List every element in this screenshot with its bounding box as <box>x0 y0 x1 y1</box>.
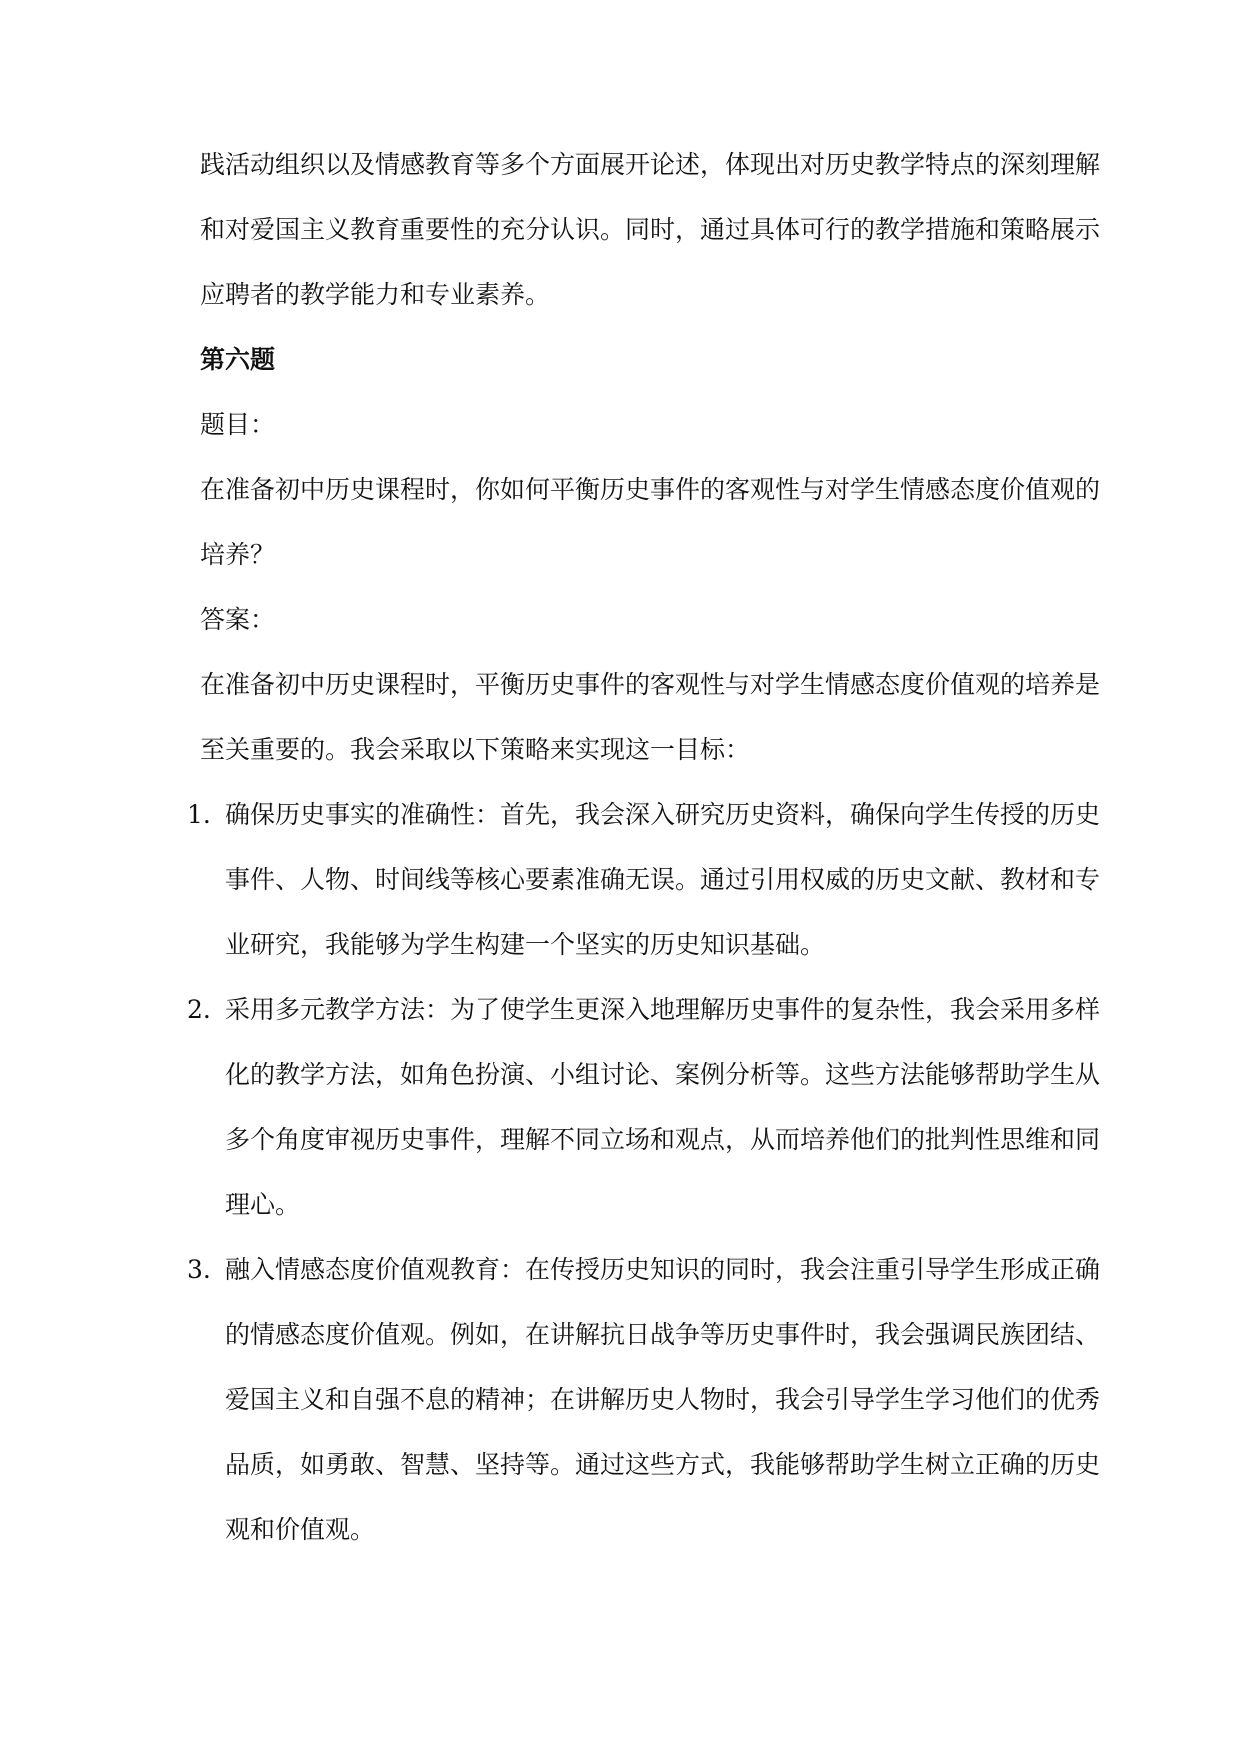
question-line-1: 在准备初中历史课程时，你如何平衡历史事件的客观性与对学生情感态度价值观的 <box>200 475 1101 504</box>
list-item-line: 品质，如勇敢、智慧、坚持等。通过这些方式，我能够帮助学生树立正确的历史 <box>225 1450 1101 1479</box>
list-item-line: 爱国主义和自强不息的精神；在讲解历史人物时，我会引导学生学习他们的优秀 <box>225 1385 1101 1414</box>
intro-line-3: 应聘者的教学能力和专业素养。 <box>200 280 551 309</box>
list-item-line: 融入情感态度价值观教育：在传授历史知识的同时，我会注重引导学生形成正确 <box>225 1255 1101 1284</box>
list-item-number: 3. <box>187 1255 211 1284</box>
answer-intro-line-1: 在准备初中历史课程时，平衡历史事件的客观性与对学生情感态度价值观的培养是 <box>200 670 1101 699</box>
list-item-line: 理心。 <box>225 1190 301 1219</box>
intro-line-2: 和对爱国主义教育重要性的充分认识。同时，通过具体可行的教学措施和策略展示 <box>200 215 1101 244</box>
answer-intro-line-2: 至关重要的。我会采取以下策略来实现这一目标： <box>200 735 751 764</box>
section-heading: 第六题 <box>200 345 276 374</box>
list-item-line: 的情感态度价值观。例如，在讲解抗日战争等历史事件时，我会强调民族团结、 <box>225 1320 1101 1349</box>
question-line-2: 培养？ <box>200 540 276 569</box>
list-item-line: 确保历史事实的准确性：首先，我会深入研究历史资料，确保向学生传授的历史 <box>225 800 1101 829</box>
list-item-line: 采用多元教学方法：为了使学生更深入地理解历史事件的复杂性，我会采用多样 <box>225 995 1101 1024</box>
list-item-line: 业研究，我能够为学生构建一个坚实的历史知识基础。 <box>225 930 826 959</box>
list-item-line: 多个角度审视历史事件，理解不同立场和观点，从而培养他们的批判性思维和同 <box>225 1125 1101 1154</box>
question-label: 题目： <box>200 410 276 439</box>
list-item-number: 2. <box>187 995 211 1024</box>
list-item-number: 1. <box>187 800 211 829</box>
answer-label: 答案： <box>200 605 276 634</box>
list-item-line: 化的教学方法，如角色扮演、小组讨论、案例分析等。这些方法能够帮助学生从 <box>225 1060 1101 1089</box>
intro-line-1: 践活动组织以及情感教育等多个方面展开论述，体现出对历史教学特点的深刻理解 <box>200 150 1101 179</box>
list-item-line: 事件、人物、时间线等核心要素准确无误。通过引用权威的历史文献、教材和专 <box>225 865 1101 894</box>
list-item-line: 观和价值观。 <box>225 1515 376 1544</box>
